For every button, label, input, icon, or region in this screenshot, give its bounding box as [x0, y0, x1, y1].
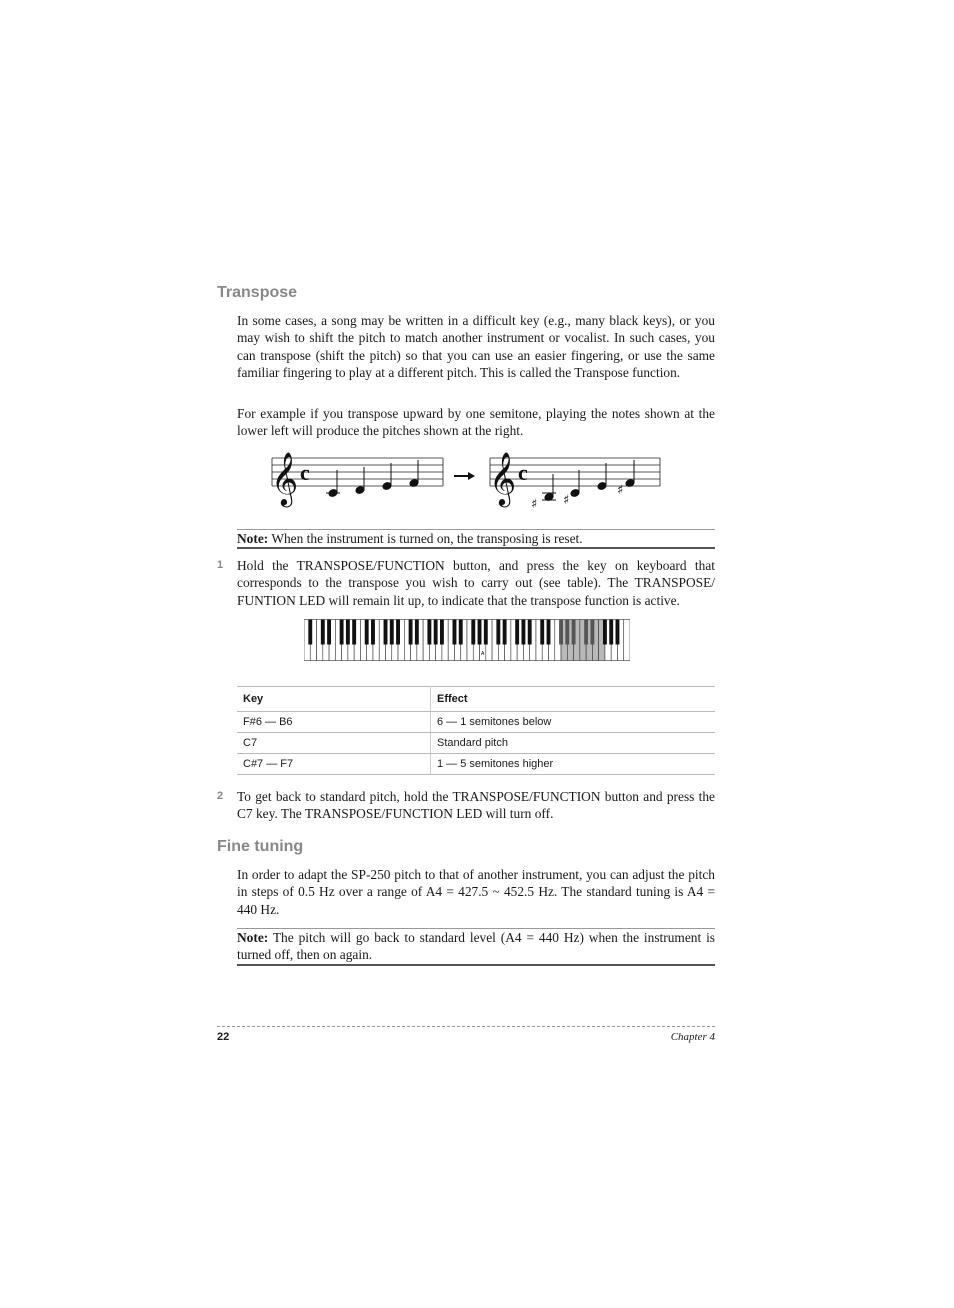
- black-key: [384, 620, 388, 645]
- black-key: [540, 620, 544, 645]
- black-key: [427, 620, 431, 645]
- table-cell-key: C7: [237, 733, 431, 754]
- table-row: [237, 733, 715, 754]
- black-key: [396, 620, 400, 645]
- black-key: [321, 620, 325, 645]
- black-key: [616, 620, 620, 645]
- black-key: [409, 620, 413, 645]
- black-key: [340, 620, 344, 645]
- step-2-text: To get back to standard pitch, hold the TRANSPOSE/FUNCTION button and press the C7 key. The TRANSPOSE/FUNCTION LED will turn off.: [237, 789, 715, 822]
- transpose-example-paragraph: For example if you transpose upward by one semitone, playing the notes shown at the lower left will produce the pitches shown at the right.: [237, 406, 715, 439]
- step-number: 2: [217, 790, 224, 802]
- black-key: [308, 620, 312, 645]
- treble-clef-right: 𝄞: [489, 451, 517, 505]
- column-header-key: Key: [237, 687, 431, 712]
- note-text: The pitch will go back to standard level (A4 = 440 Hz) when the instrument is turned off, then on again.: [237, 930, 716, 963]
- note-text: When the instrument is turned on, the transposing is reset.: [271, 531, 583, 546]
- black-key: [559, 620, 563, 645]
- black-key: [565, 620, 569, 645]
- note-fine-tuning: [237, 928, 715, 966]
- key-marker-label: A: [480, 651, 485, 657]
- keyboard-diagram: [304, 619, 630, 661]
- black-key: [547, 620, 551, 645]
- black-key: [327, 620, 331, 645]
- black-key: [503, 620, 507, 645]
- black-key: [471, 620, 475, 645]
- black-key: [609, 620, 613, 645]
- column-header-effect: Effect: [431, 687, 716, 712]
- chapter-label: Chapter 4: [670, 1031, 715, 1043]
- note-label: Note:: [237, 930, 269, 945]
- black-key: [352, 620, 356, 645]
- svg-text:♯: ♯: [563, 493, 570, 508]
- table-cell-effect: 6 — 1 semitones below: [431, 712, 716, 733]
- svg-text:♯: ♯: [531, 497, 538, 512]
- black-key: [603, 620, 607, 645]
- common-time-right: c: [518, 460, 528, 485]
- black-key: [484, 620, 488, 645]
- black-key: [478, 620, 482, 645]
- black-key: [346, 620, 350, 645]
- black-key: [496, 620, 500, 645]
- black-key: [371, 620, 375, 645]
- black-key: [572, 620, 576, 645]
- transpose-intro-paragraph: In some cases, a song may be written in a difficult key (e.g., many black keys), or you may wish to shift the pitch to match another instrument or vocalist. In such cases, you can transpose (shift the pitch) so that you can use an easier fingering, or use the same familiar fingering to play at a different pitch. This is called the Transpose function.: [237, 313, 715, 380]
- common-time-left: c: [300, 460, 310, 485]
- section-heading-fine-tuning: Fine tuning: [217, 838, 304, 855]
- black-key: [515, 620, 519, 645]
- page-number: 22: [217, 1031, 230, 1043]
- step-1-text: Hold the TRANSPOSE/FUNCTION button, and press the key on keyboard that corresponds to the transpose you wish to carry out (see table). The TRANSPOSE/ FUNTION LED will remain lit up, to indicate that the transpose function is active.: [237, 558, 715, 608]
- note-label: Note:: [237, 531, 269, 546]
- footer-divider: [217, 1026, 715, 1027]
- treble-clef-left: 𝄞: [271, 451, 299, 505]
- black-key: [453, 620, 457, 645]
- black-key: [459, 620, 463, 645]
- table-cell-effect: Standard pitch: [431, 733, 716, 754]
- black-key: [415, 620, 419, 645]
- black-key: [521, 620, 525, 645]
- transpose-key-table: [237, 686, 715, 775]
- table-cell-effect: 1 — 5 semitones higher: [431, 754, 716, 775]
- black-key: [440, 620, 444, 645]
- black-key: [434, 620, 438, 645]
- transpose-notation-figure: [268, 448, 668, 512]
- black-key: [590, 620, 594, 645]
- black-key: [528, 620, 532, 645]
- section-heading-transpose: Transpose: [217, 284, 298, 301]
- arrow-icon: [454, 472, 475, 480]
- fine-tuning-paragraph: In order to adapt the SP-250 pitch to that of another instrument, you can adjust the pitch in steps of 0.5 Hz over a range of A4 = 427.5 ~ 452.5 Hz. The standard tuning is A4 = 440 Hz.: [237, 867, 715, 917]
- white-key: [624, 620, 630, 661]
- table-cell-key: F#6 — B6: [237, 712, 431, 733]
- svg-text:♯: ♯: [617, 483, 624, 498]
- table-row: [237, 712, 715, 733]
- table-row: [237, 754, 715, 775]
- table-header-row: [237, 687, 715, 712]
- black-key: [584, 620, 588, 645]
- table-cell-key: C#7 — F7: [237, 754, 431, 775]
- step-number: 1: [217, 559, 224, 571]
- black-key: [390, 620, 394, 645]
- note-transpose-reset: [237, 529, 715, 549]
- black-key: [365, 620, 369, 645]
